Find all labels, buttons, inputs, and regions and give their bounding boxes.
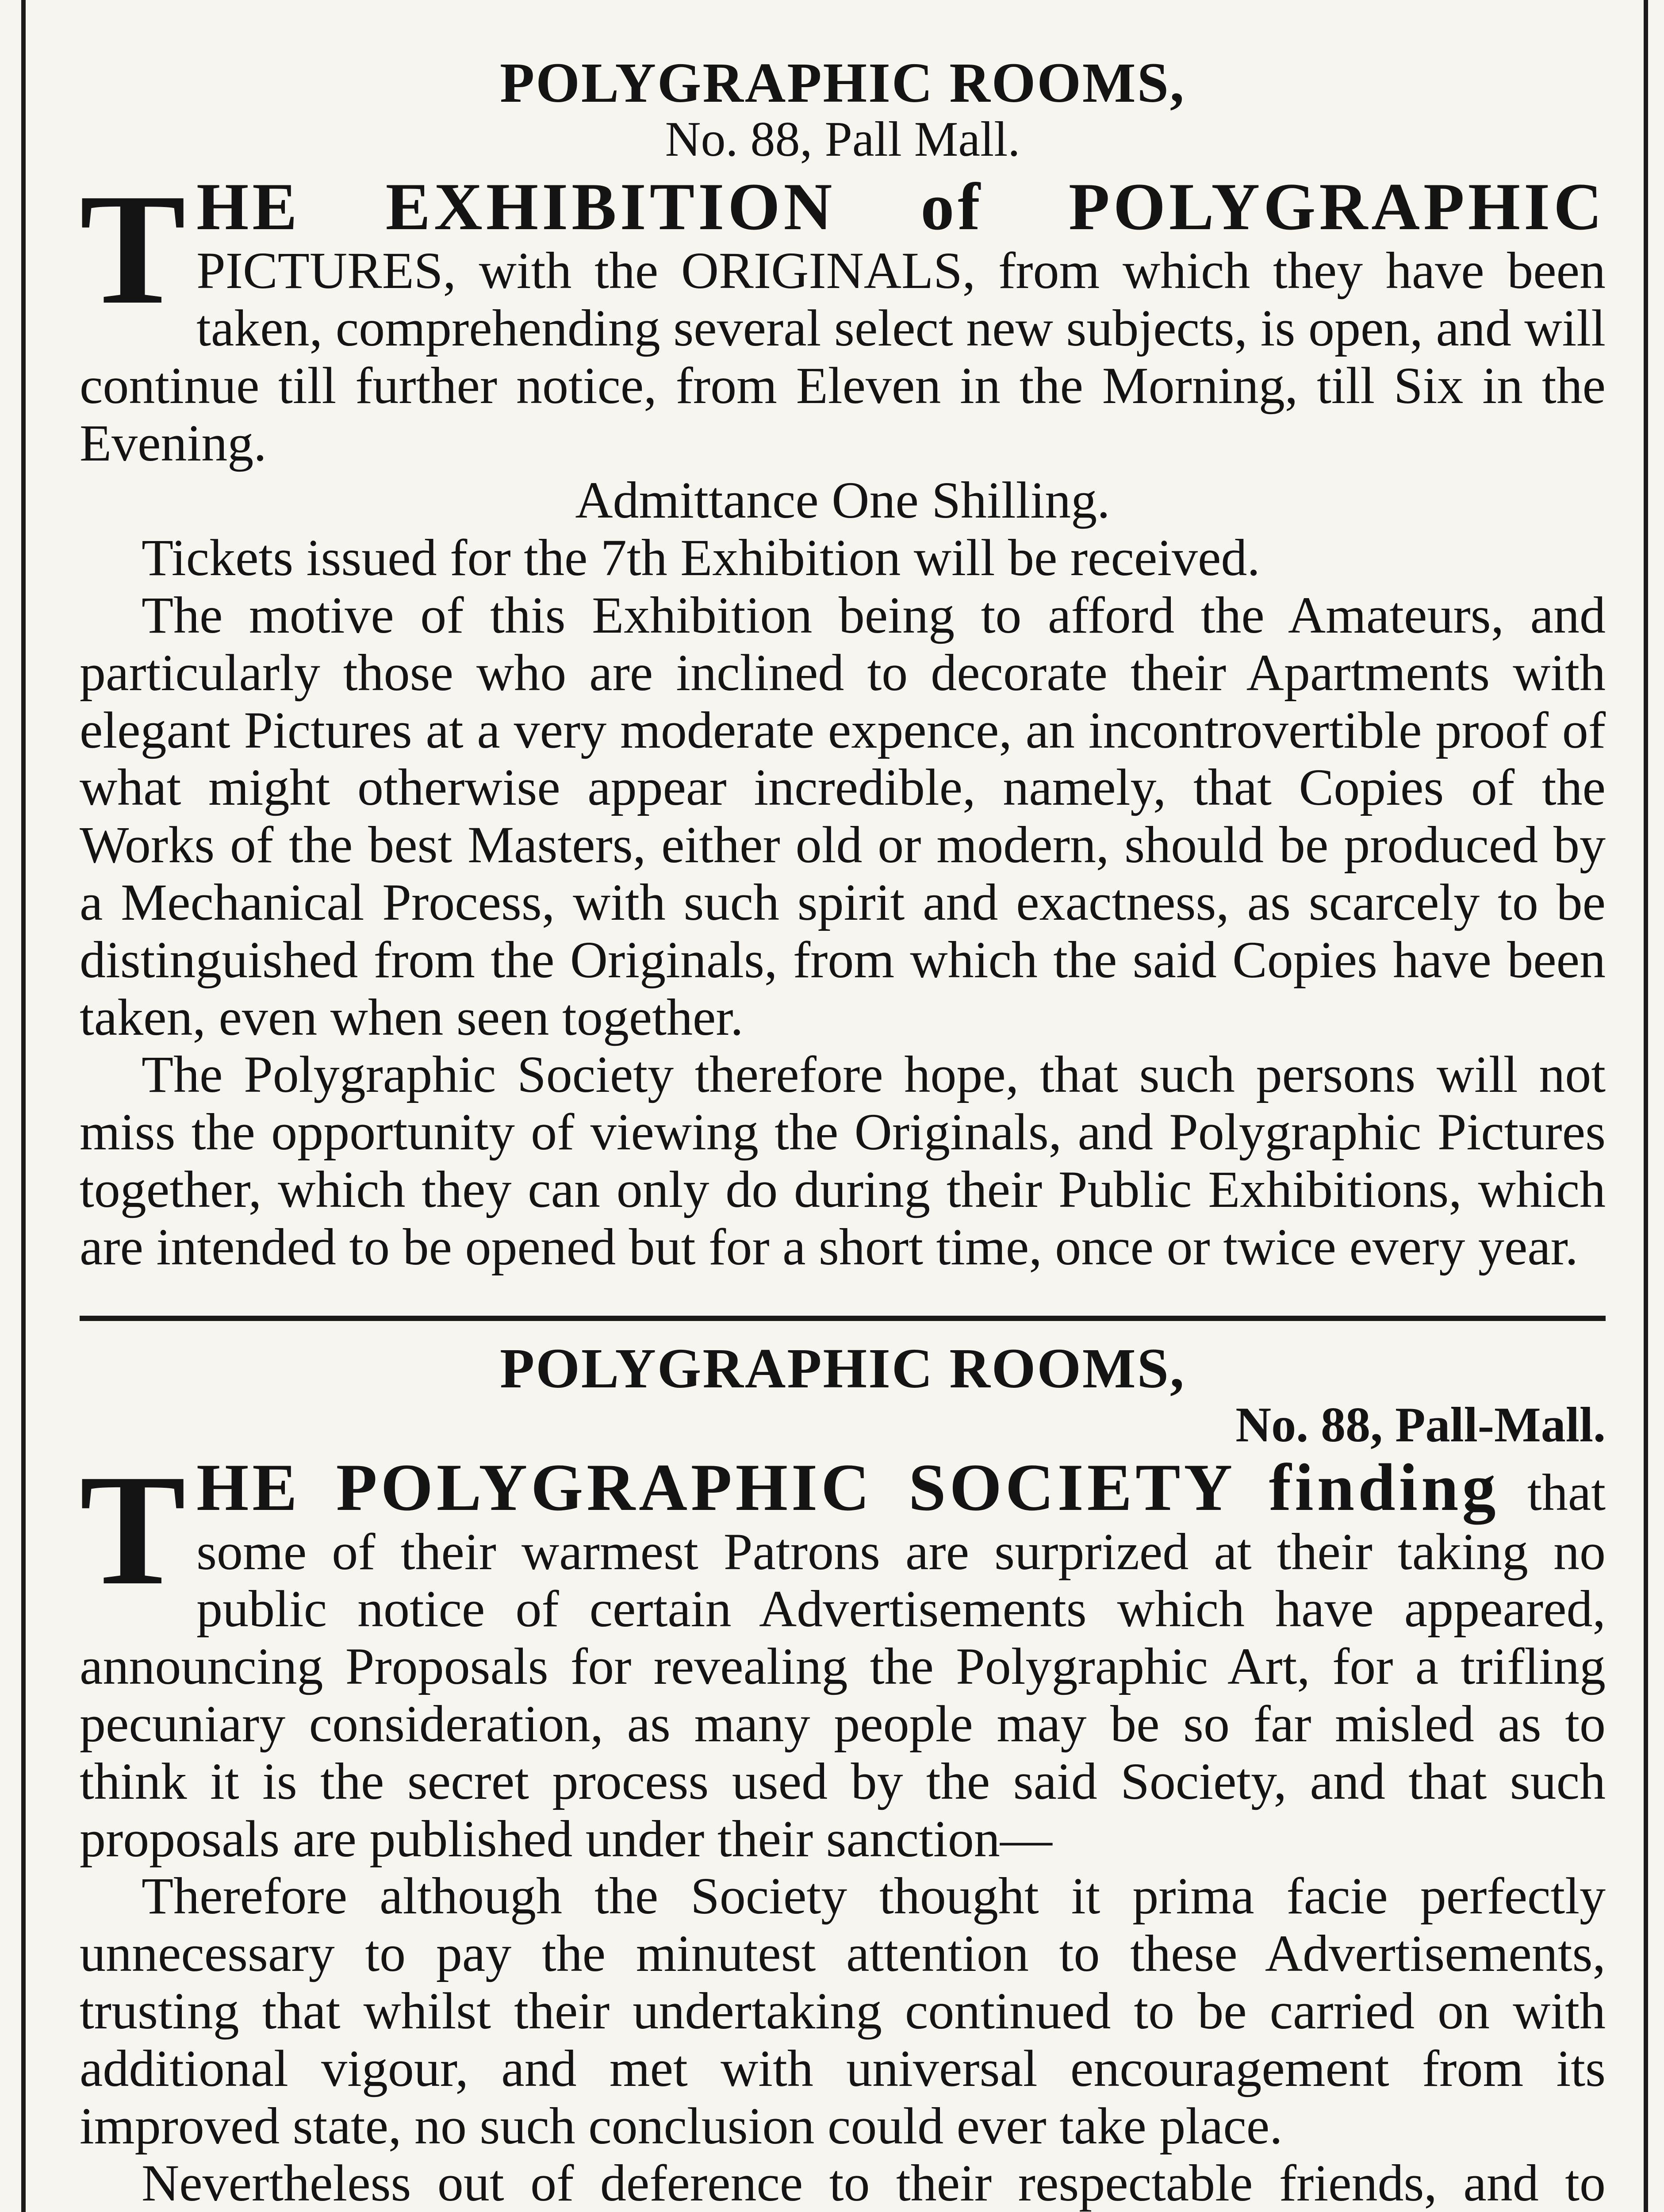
ad2-address: No. 88, Pall-Mall.	[1235, 1397, 1606, 1452]
ad1-lead-heading: HE EXHIBITION of POLYGRAPHIC	[196, 169, 1606, 244]
ad1-paragraph-1: Tickets issued for the 7th Exhibition will be received.	[142, 529, 1260, 587]
ad1-header: POLYGRAPHIC ROOMS,	[500, 51, 1185, 114]
ad2-dropcap: T	[80, 1441, 186, 1618]
ad2-lead-heading: HE POLYGRAPHIC SOCIETY finding	[196, 1450, 1499, 1525]
ad2-paragraph-1: Therefore although the Society thought it prima facie perfectly unnecessary to pay the minutest attention to these Advertisements, trusting that whilst their undertaking continued to be carried on with additional vigour, and met with universal encouragement from its improved state, no such conclusion could ever take place.	[80, 1867, 1606, 2155]
ad1-paragraph-2: The motive of this Exhibition being to afford the Amateurs, and particularly those who are inclined to decorate their Apartments with elegant Pictures at a very moderate expence, an incontrovertible proof of what might otherwise appear incredible, namely, that Copies of the Works of the best Masters, either old or modern, should be produced by a Mechanical Process, with such spirit and exactness, as scarcely to be distinguished from the Originals, from which the said Copies have been taken, even when seen together.	[80, 586, 1606, 1046]
ad1-lead	[80, 160, 1606, 472]
right-column-rule	[1644, 0, 1648, 2212]
ad1-lead-text: PICTURES, with the ORIGINALS, from which they have been taken, comprehending several select new subjects, is open, and will continue till further notice, from Eleven in the Morning, till Six in the Evening.	[80, 242, 1606, 472]
ad1-address: No. 88, Pall Mall.	[665, 112, 1020, 167]
advertisement-exhibition	[80, 53, 1606, 1276]
left-column-rule	[21, 0, 26, 2212]
ad1-admittance: Admittance One Shilling.	[575, 471, 1110, 530]
ad2-lead	[80, 1441, 1606, 1868]
ad2-paragraph-2: Nevertheless out of deference to their respectable friends, and to	[142, 2154, 1606, 2212]
section-divider	[80, 1316, 1606, 1321]
ad2-header: POLYGRAPHIC ROOMS,	[500, 1336, 1185, 1400]
ad2-lead-text: that some of their warmest Patrons are surprized at their taking no public notice of certain Advertisements which have appeared, announcing Proposals for revealing the Polygraphic Art, for a trifling pecuniary consideration, as many people may be so far misled as to think it is the secret process used by the said Society, and that such proposals are published under their sanction—	[80, 1463, 1606, 1868]
advertisement-society-notice	[80, 1336, 1606, 2212]
ad1-paragraph-3: The Polygraphic Society therefore hope, that such persons will not miss the opportunity of viewing the Originals, and Polygraphic Pictures together, which they can only do during their Public Exhibitions, which are intended to be opened but for a short time, once or twice every year.	[80, 1045, 1606, 1276]
advertisement-column	[80, 53, 1606, 2212]
ad1-dropcap: T	[80, 160, 186, 337]
